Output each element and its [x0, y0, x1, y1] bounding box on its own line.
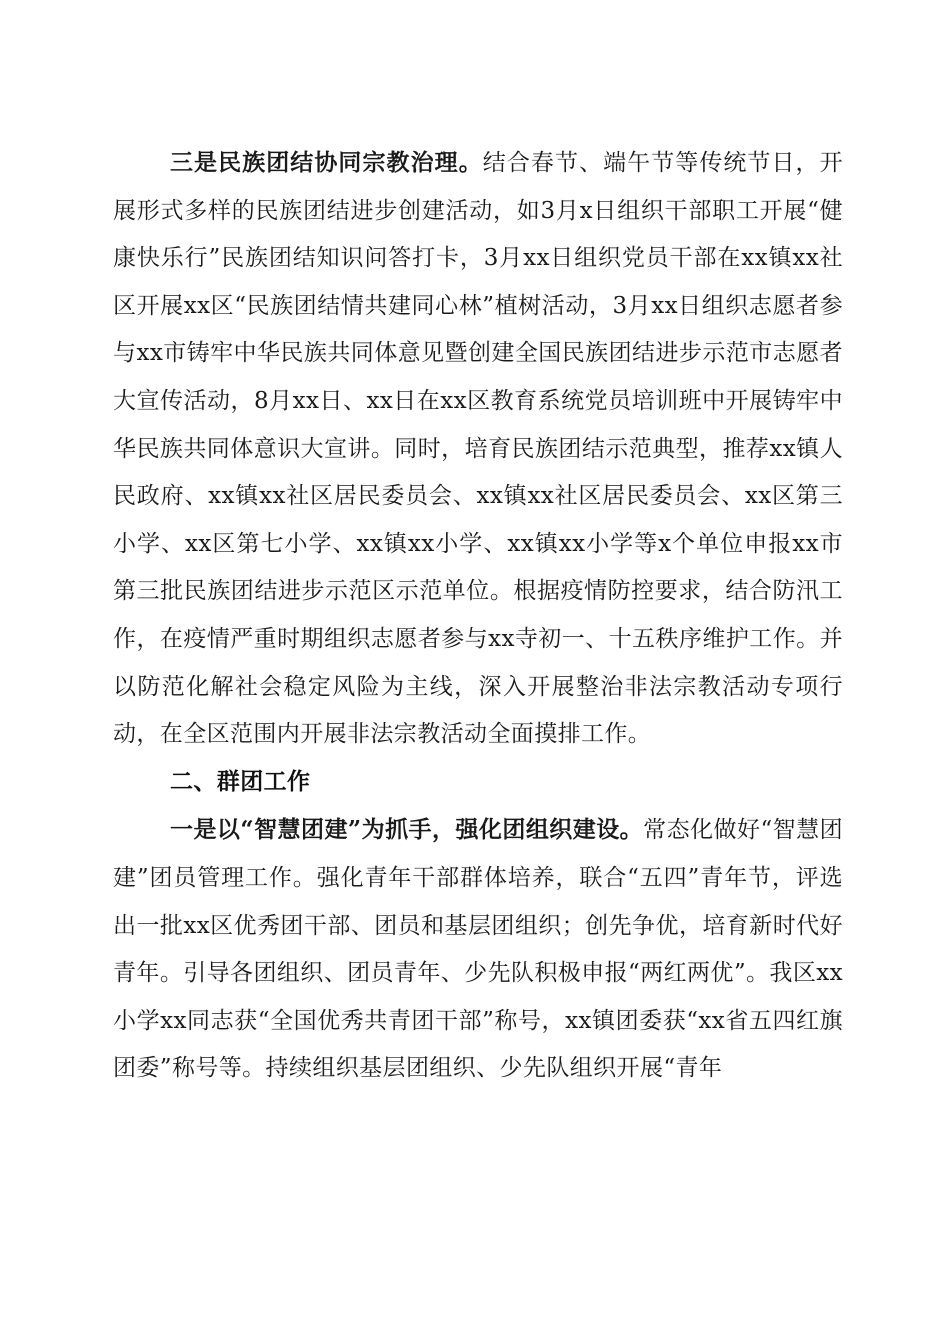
paragraph-lead: 一是以“智慧团建”为抓手，强化团组织建设。: [170, 816, 644, 844]
document-body: [113, 139, 843, 1093]
paragraph-ethnic-religious: [113, 139, 843, 759]
paragraph-smart-league: [113, 806, 843, 1093]
section-heading: 二、群团工作: [170, 768, 311, 795]
paragraph-text: 结合春节、端午节等传统节日，开展形式多样的民族团结进步创建活动，如3月x日组织干部职工开展“健康快乐行”民族团结知识问答打卡，3月xx日组织党员干部在xx镇xx社区开展xx区“民族团结情共建同心林”植树活动，3月xx日组织志愿者参与xx市铸牢中华民族共同体意见暨创建全国民族团结进步示范市志愿者大宣传活动，8月xx日、xx日在xx区教育系统党员培训班中开展铸牢中华民族共同体意识大宣讲。同时，培育民族团结示范典型，推荐xx镇人民政府、xx镇xx社区居民委员会、xx镇xx社区居民委员会、xx区第三小学、xx区第七小学、xx镇xx小学、xx镇xx小学等x个单位申报xx市第三批民族团结进步示范区示范单位。根据疫情防控要求，结合防汛工作，在疫情严重时期组织志愿者参与xx寺初一、十五秩序维护工作。并以防范化解社会稳定风险为主线，深入开展整治非法宗教活动专项行动，在全区范围内开展非法宗教活动全面摸排工作。: [113, 150, 844, 748]
paragraph-lead: 三是民族团结协同宗教治理。: [170, 149, 483, 176]
paragraph-text: 常态化做好“智慧团建”团员管理工作。强化青年干部群体培养，联合“五四”青年节，评选出一批xx区优秀团干部、团员和基层团组织；创先争优，培育新时代好青年。引导各团组织、团员青年、少先队积极申报“两红两优”。我区xx小学xx同志获“全国优秀共青团干部”称号，xx镇团委获“xx省五四红旗团委”称号等。持续组织基层团组织、少先队组织开展“青年: [113, 817, 844, 1082]
